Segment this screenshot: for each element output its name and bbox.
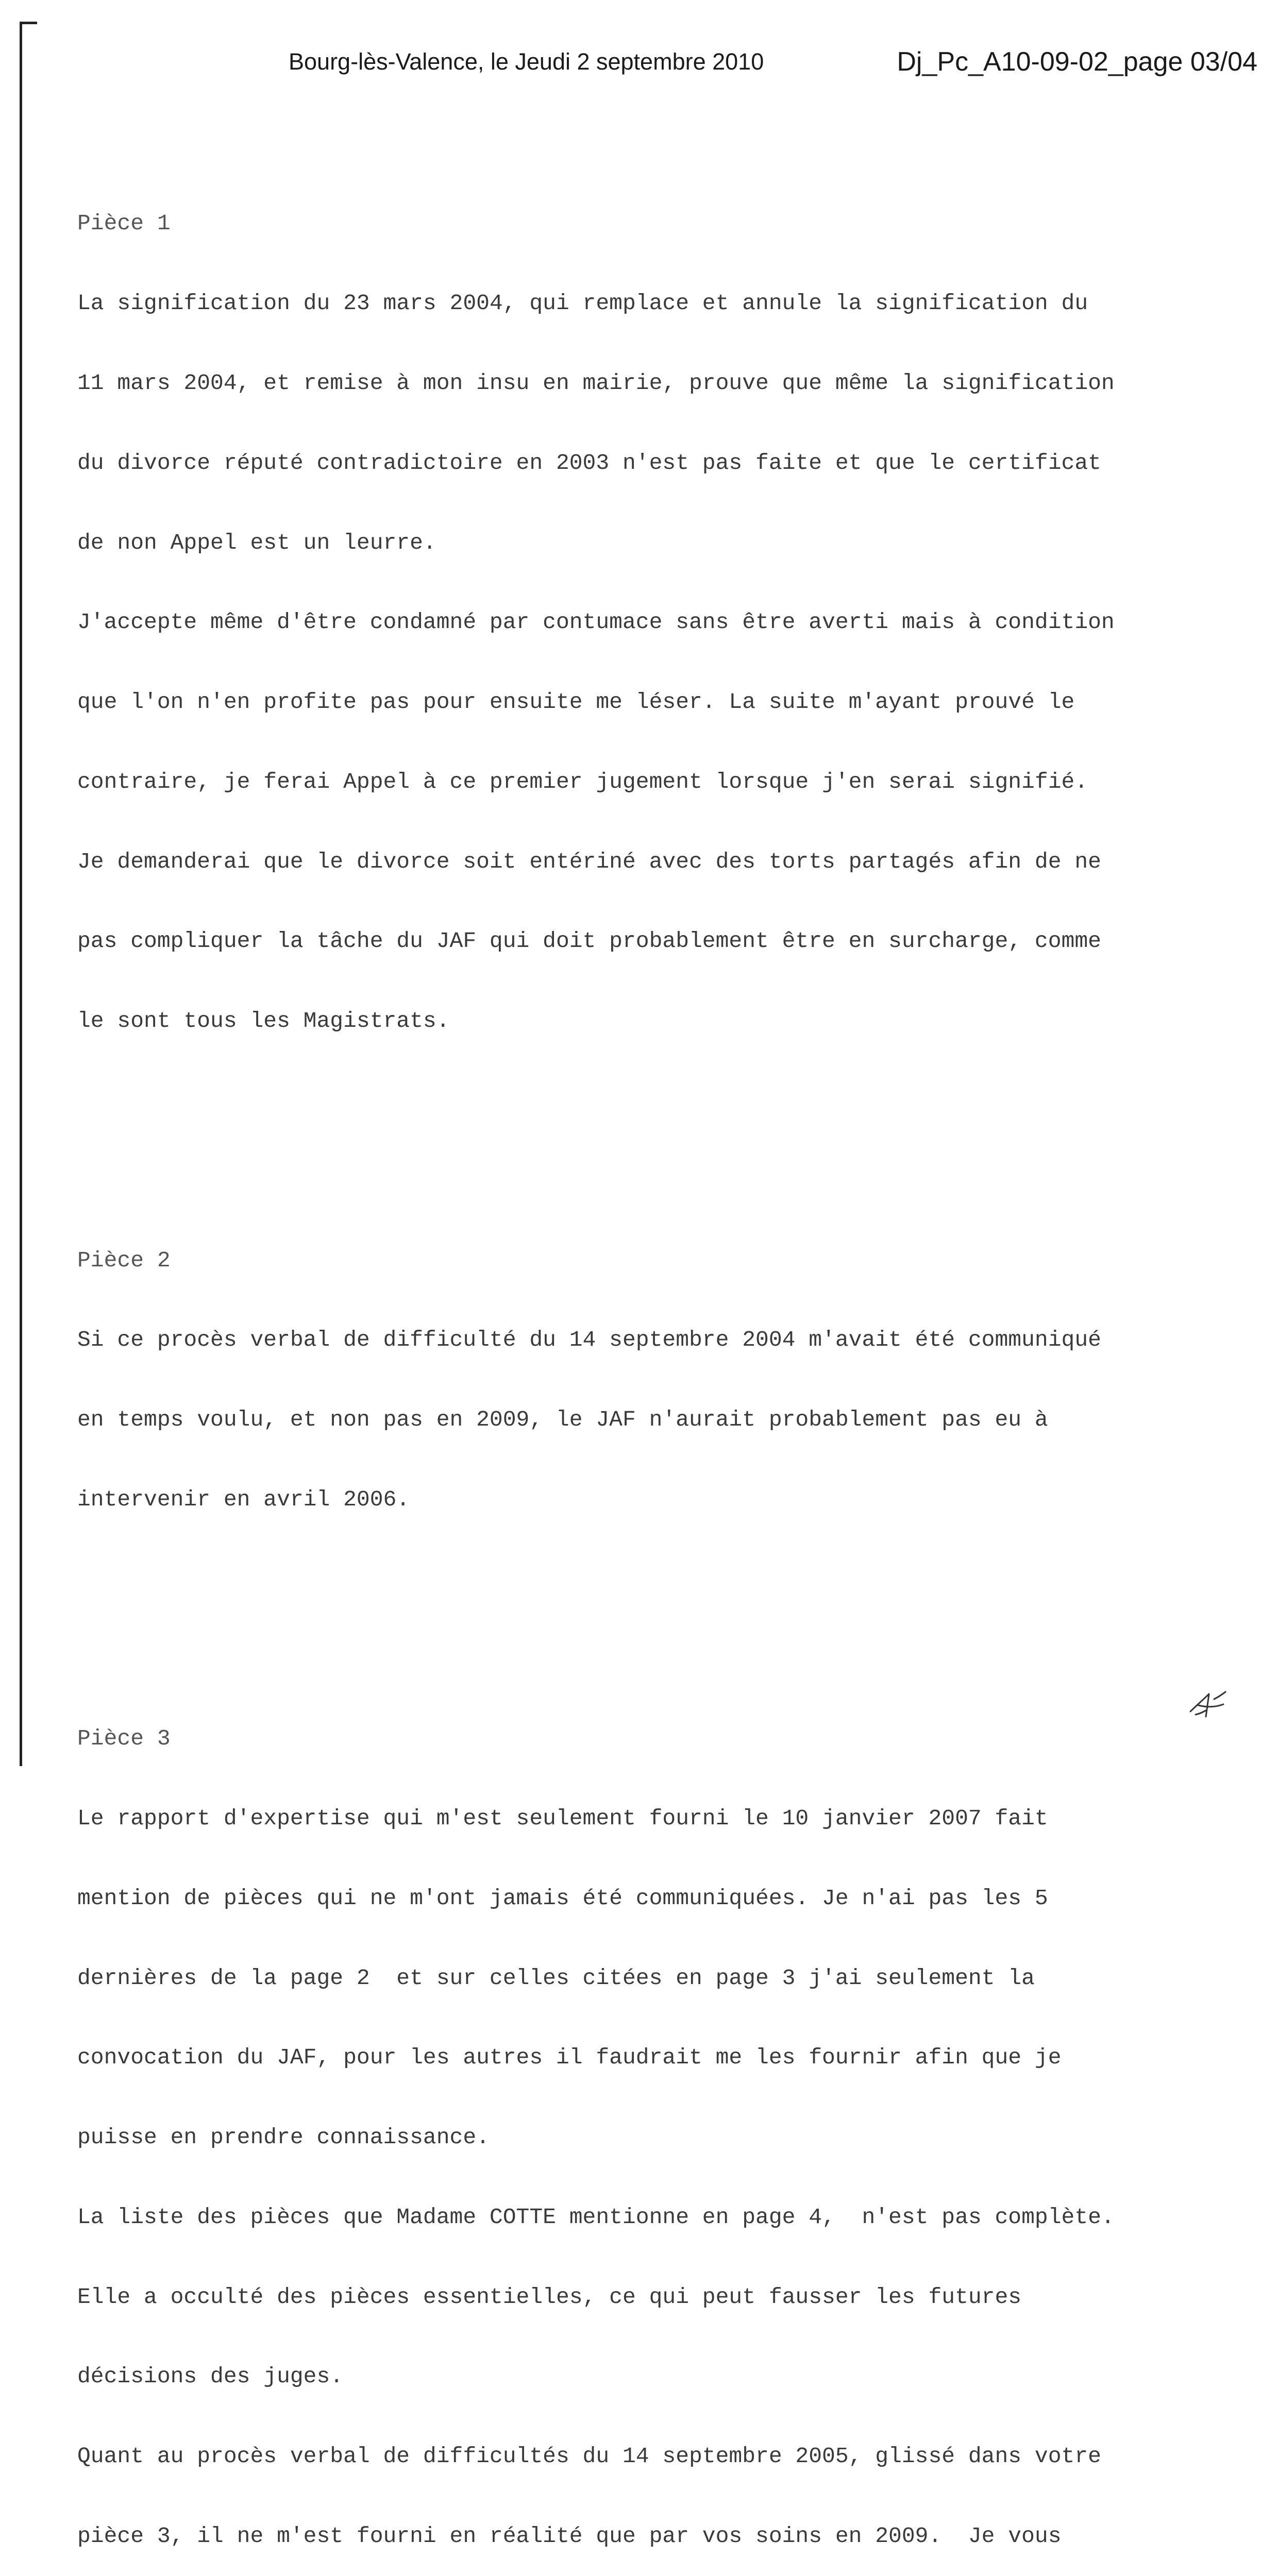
text-line: Le rapport d'expertise qui m'est seulement fourni le 10 janvier 2007 fait: [77, 1806, 1048, 1831]
text-line: pas compliquer la tâche du JAF qui doit probablement être en surcharge, comme: [77, 928, 1101, 954]
text-line: en temps voulu, et non pas en 2009, le JAF n'aurait probablement pas eu à: [77, 1407, 1048, 1433]
header-reference: Dj_Pc_A10-09-02_page 03/04: [897, 47, 1257, 77]
text-line: contraire, je ferai Appel à ce premier jugement lorsque j'en serai signifié.: [77, 769, 1088, 794]
page-header: [289, 46, 1257, 82]
text-line: Si ce procès verbal de difficulté du 14 septembre 2004 m'avait été communiqué: [77, 1327, 1101, 1353]
text-line: Je demanderai que le divorce soit entériné avec des torts partagés afin de ne: [77, 849, 1101, 874]
section-piece-1: [77, 157, 1252, 1088]
section-title: Pièce 1: [77, 211, 171, 236]
text-line: du divorce réputé contradictoire en 2003 n'est pas faite et que le certificat: [77, 450, 1101, 476]
document-body: [77, 104, 1252, 2576]
header-date: Bourg-lès-Valence, le Jeudi 2 septembre 2010: [289, 48, 764, 75]
text-line: intervenir en avril 2006.: [77, 1486, 410, 1512]
handwritten-initials-signature: [1185, 1685, 1232, 1721]
text-line: Elle a occulté des pièces essentielles, ce qui peut fausser les futures: [77, 2284, 1022, 2310]
text-line: que l'on n'en profite pas pour ensuite me léser. La suite m'ayant prouvé le: [77, 689, 1075, 715]
text-line: puisse en prendre connaissance.: [77, 2125, 490, 2150]
text-line: mention de pièces qui ne m'ont jamais été communiquées. Je n'ai pas les 5: [77, 1885, 1048, 1911]
text-line: décisions des juges.: [77, 2364, 344, 2389]
text-line: convocation du JAF, pour les autres il faudrait me les fournir afin que je: [77, 2045, 1062, 2071]
margin-corner-tick: [20, 22, 37, 24]
text-line: La signification du 23 mars 2004, qui remplace et annule la signification du: [77, 291, 1088, 316]
text-line: le sont tous les Magistrats.: [77, 1008, 450, 1034]
text-line: pièce 3, il ne m'est fourni en réalité que par vos soins en 2009. Je vous: [77, 2523, 1062, 2549]
text-line: J'accepte même d'être condamné par contumace sans être averti mais à condition: [77, 609, 1115, 635]
section-piece-2: [77, 1194, 1252, 1566]
text-line: de non Appel est un leurre.: [77, 530, 436, 555]
text-line: dernières de la page 2 et sur celles citées en page 3 j'ai seulement la: [77, 1965, 1035, 1991]
text-line: La liste des pièces que Madame COTTE mentionne en page 4, n'est pas complète.: [77, 2204, 1115, 2230]
left-margin-line: [20, 22, 22, 1766]
section-piece-3: [77, 1672, 1252, 2576]
text-line: Quant au procès verbal de difficultés du 14 septembre 2005, glissé dans votre: [77, 2444, 1101, 2469]
section-title: Pièce 3: [77, 1726, 171, 1752]
section-title: Pièce 2: [77, 1247, 171, 1273]
text-line: 11 mars 2004, et remise à mon insu en mairie, prouve que même la signification: [77, 370, 1115, 396]
